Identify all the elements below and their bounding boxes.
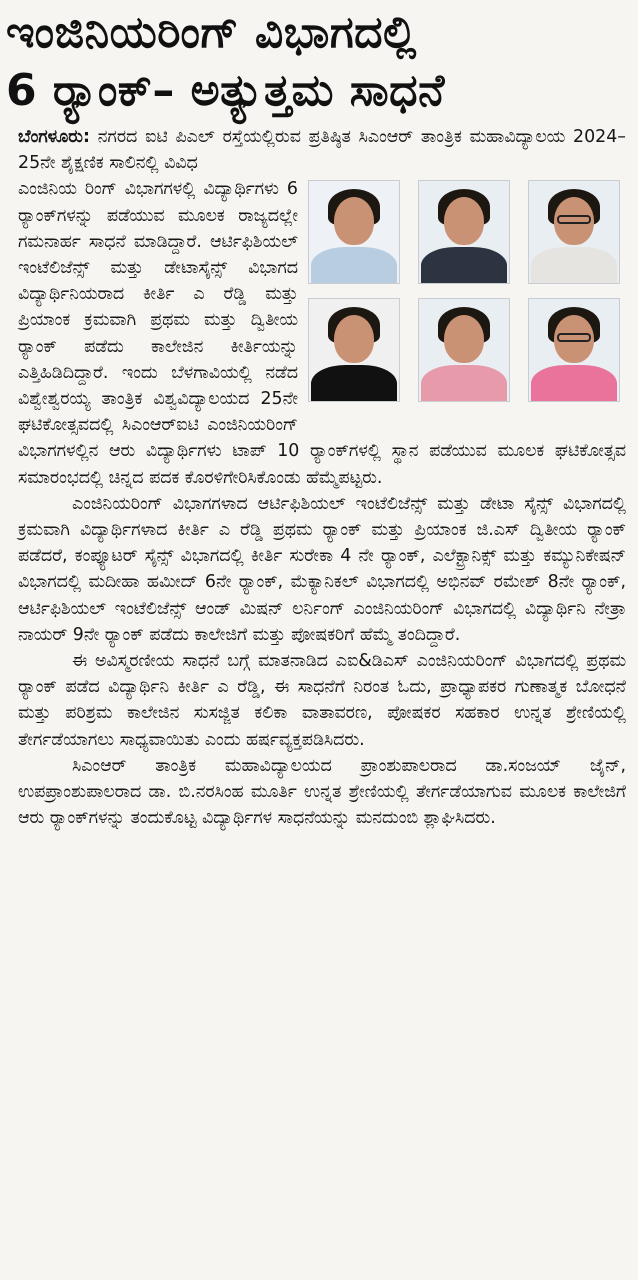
photo-student-3	[528, 180, 620, 284]
student-photos	[308, 180, 626, 414]
paragraph-3: ಈ ಅವಿಸ್ಮರಣೀಯ ಸಾಧನೆ ಬಗ್ಗೆ ಮಾತನಾಡಿದ ಎಐ&ಡಿಎಸ್ ಎಂಜಿನಿಯರಿಂಗ್ ವಿಭಾಗದಲ್ಲಿ ಪ್ರಥಮ ರ್‍ಯಾಂಕ್ ಪಡೆದ ವಿದ್ಯಾರ್ಥಿನಿ ಕೀರ್ತಿ ಎ ರೆಡ್ಡಿ, ಈ ಸಾಧನೆಗೆ ನಿರಂತ ಓದು, ಪ್ರಾಧ್ಯಾಪಕರ ಗುಣಾತ್ಮಕ ಬೋಧನೆ ಮತ್ತು ಪರಿಶ್ರಮ ಕಾಲೇಜಿನ ಸುಸಜ್ಜಿತ ಕಲಿಕಾ ವಾತಾವರಣ, ಪೋಷಕರ ಸಹಕಾರ ಉನ್ನತ ಶ್ರೇಣಿಯಲ್ಲಿ ತೇರ್ಗಡೆಯಾಗಲು ಸಾಧ್ಯವಾಯಿತು ಎಂದು ಹರ್ಷವ್ಯಕ್ತಪಡಿಸಿದರು.	[18, 651, 626, 750]
headline	[6, 4, 632, 120]
paragraph-4: ಸಿಎಂಆರ್ ತಾಂತ್ರಿಕ ಮಹಾವಿದ್ಯಾಲಯದ ಪ್ರಾಂಶುಪಾಲರಾದ ಡಾ.ಸಂಜಯ್ ಜೈನ್, ಉಪಪ್ರಾಂಶುಪಾಲರಾದ ಡಾ. ಬಿ.ನರಸಿಂಹ ಮೂರ್ತಿ ಉನ್ನತ ಶ್ರೇಣಿಯಲ್ಲಿ ತೇರ್ಗಡೆಯಾಗುವ ಮೂಲಕ ಕಾಲೇಜಿಗೆ ಆರು ರ್‍ಯಾಂಕ್‌ಗಳನ್ನು ತಂದುಕೊಟ್ಟ ವಿದ್ಯಾರ್ಥಿಗಳ ಸಾಧನೆಯನ್ನು ಮನದುಂಬಿ ಶ್ಲಾಘಿಸಿದರು.	[18, 755, 626, 829]
paragraph-1	[18, 124, 626, 176]
photo-student-4	[308, 298, 400, 402]
paragraph-1-lead: ನಗರದ ಐಟಿ ಪಿಎಲ್ ರಸ್ತೆಯಲ್ಲಿರುವ ಪ್ರತಿಷ್ಠಿತ ಸಿಎಂಆರ್ ತಾಂತ್ರಿಕ ಮಹಾವಿದ್ಯಾಲಯ 2024–25ನೇ ಶೈಕ್ಷಣಿಕ ಸಾಲಿನಲ್ಲಿ ವಿವಿಧ	[18, 127, 626, 174]
dateline: ಬೆಂಗಳೂರು:	[18, 127, 90, 147]
photo-student-6	[528, 298, 620, 402]
headline-line-1: ಇಂಜಿನಿಯರಿಂಗ್ ವಿಭಾಗದಲ್ಲಿ	[6, 7, 417, 58]
photo-student-2	[418, 180, 510, 284]
paragraph-1-rest: ಎಂಜಿನಿಯ ರಿಂಗ್ ವಿಭಾಗಗಳಲ್ಲಿ ವಿದ್ಯಾರ್ಥಿಗಳು 6 ರ್‍ಯಾಂಕ್‌ಗಳನ್ನು ಪಡೆಯುವ ಮೂಲಕ ರಾಜ್ಯದಲ್ಲೇ ಗಮನಾರ್ಹ ಸಾಧನೆ ಮಾಡಿದ್ದಾರೆ. ಆರ್ಟಿಫಿಶಿಯಲ್ ಇಂಟೆಲಿಜೆನ್ಸ್ ಮತ್ತು ಡೇಟಾಸೈನ್ಸ್ ವಿಭಾಗದ ವಿದ್ಯಾರ್ಥಿನಿಯರಾದ ಕೀರ್ತಿ ಎ ರೆಡ್ಡಿ ಮತ್ತು ಪ್ರಿಯಾಂಕ ಕ್ರಮವಾಗಿ ಪ್ರಥಮ ಮತ್ತು ದ್ವಿತೀಯ ರ್‍ಯಾಂಕ್ ಪಡೆದು ಕಾಲೇಜಿನ ಕೀರ್ತಿಯನ್ನು ಎತ್ತಿಹಿಡಿದಿದ್ದಾರೆ. ಇಂದು ಬೆಳಗಾವಿಯಲ್ಲಿ ನಡೆದ ವಿಶ್ವೇಶ್ವರಯ್ಯ ತಾಂತ್ರಿಕ ವಿಶ್ವವಿದ್ಯಾಲಯದ 25ನೇ ಘಟಿಕೋತ್ಸವದಲ್ಲಿ ಸಿಎಂಆರ್‌ಐಟಿ ಎಂಜಿನಿಯರಿಂಗ್ ವಿಭಾಗಗಳಲ್ಲಿನ ಆರು ವಿದ್ಯಾರ್ಥಿಗಳು ಟಾಪ್ 10 ರ್‍ಯಾಂಕ್‌ಗಳಲ್ಲಿ ಸ್ಥಾನ ಪಡೆಯುವ ಮೂಲಕ ಘಟಿಕೋತ್ಸವ ಸಮಾರಂಭದಲ್ಲಿ ಚಿನ್ನದ ಪದಕ ಕೊರಳಿಗೇರಿಸಿಕೊಂಡು ಹೆಮ್ಮೆಪಟ್ಟರು.	[18, 179, 626, 488]
headline-line-2: 6 ರ್‍ಯಾಂಕ್‌– ಅತ್ಯುತ್ತಮ ಸಾಧನೆ	[6, 65, 445, 116]
photo-student-5	[418, 298, 510, 402]
paragraph-2: ಎಂಜಿನಿಯರಿಂಗ್ ವಿಭಾಗಗಳಾದ ಆರ್ಟಿಫಿಶಿಯಲ್ ಇಂಟೆಲಿಜೆನ್ಸ್ ಮತ್ತು ಡೇಟಾ ಸೈನ್ಸ್ ವಿಭಾಗದಲ್ಲಿ ಕ್ರಮವಾಗಿ ವಿದ್ಯಾರ್ಥಿಗಳಾದ ಕೀರ್ತಿ ಎ ರೆಡ್ಡಿ ಪ್ರಥಮ ರ್‍ಯಾಂಕ್ ಮತ್ತು ಪ್ರಿಯಾಂಕ ಜಿ.ಎಸ್ ದ್ವಿತೀಯ ರ್‍ಯಾಂಕ್ ಪಡೆದರೆ, ಕಂಪ್ಯೂಟರ್ ಸೈನ್ಸ್ ವಿಭಾಗದಲ್ಲಿ ಕೀರ್ತಿ ಸುರೇಕಾ 4 ನೇ ರ್‍ಯಾಂಕ್, ಎಲೆಕ್ಟ್ರಾನಿಕ್ಸ್ ಮತ್ತು ಕಮ್ಯುನಿಕೇಷನ್ ವಿಭಾಗದಲ್ಲಿ ಮದೀಹಾ ಹಮೀದ್ 6ನೇ ರ್‍ಯಾಂಕ್, ಮೆಕ್ಯಾನಿಕಲ್ ವಿಭಾಗದಲ್ಲಿ ಅಭಿನವ್ ರಮೇಶ್ 8ನೇ ರ್‍ಯಾಂಕ್, ಆರ್ಟಿಫಿಶಿಯಲ್ ಇಂಟೆಲಿಜೆನ್ಸ್ ಆಂಡ್ ಮಿಷನ್ ಲರ್ನಿಂಗ್ ಎಂಜಿನಿಯರಿಂಗ್ ವಿಭಾಗದಲ್ಲಿ ವಿದ್ಯಾರ್ಥಿನಿ ನೇತ್ರಾ ನಾಯರ್ 9ನೇ ರ್‍ಯಾಂಕ್ ಪಡೆದು ಕಾಲೇಜಿಗೆ ಮತ್ತು ಪೋಷಕರಿಗೆ ಹೆಮ್ಮೆ ತಂದಿದ್ದಾರೆ.	[18, 493, 626, 645]
photo-student-1	[308, 180, 400, 284]
article-body	[18, 124, 626, 831]
